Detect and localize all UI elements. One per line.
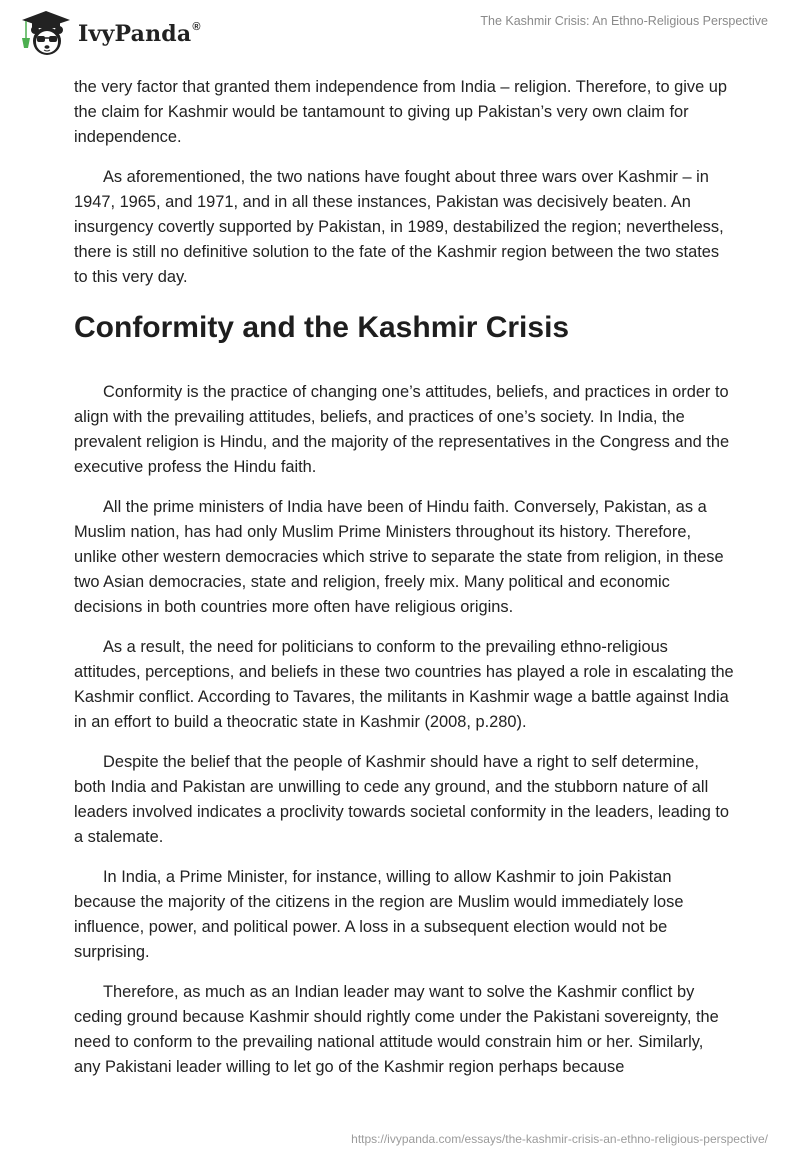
paragraph: the very factor that granted them independence from India – religion. Therefore, to give up the claim for Kashmir would be tantamount to giving up Pakistan’s very own claim for independence. bbox=[74, 78, 727, 146]
brand-name bbox=[78, 21, 201, 47]
essay-content bbox=[74, 75, 734, 1095]
brand-name-text: IvyPanda bbox=[78, 21, 192, 47]
brand-logo[interactable] bbox=[16, 8, 201, 56]
paragraph: All the prime ministers of India have been of Hindu faith. Conversely, Pakistan, as a Muslim nation, has had only Muslim Prime Ministers throughout its history. Therefore, unlike other western democracies which strive to separate the state from religion, in these two Asian democracies, state and religion, freely mix. Many political and economic decisions in both countries more often have religious origins. bbox=[74, 498, 724, 616]
document-title: The Kashmir Crisis: An Ethno-Religious Perspective bbox=[480, 14, 768, 28]
paragraph: As aforementioned, the two nations have fought about three wars over Kashmir – in 1947, 1965, and 1971, and in all these instances, Pakistan was decisively beaten. An insurgency covertly supported by Pakistan, in 1989, destabilized the region; nevertheless, there is still no definitive solution to the fate of the Kashmir region between the two states to this very day. bbox=[74, 168, 724, 286]
registered-mark: ® bbox=[192, 20, 201, 33]
paragraph: Conformity is the practice of changing one’s attitudes, beliefs, and practices in order to align with the prevailing attitudes, beliefs, and practices of one’s society. In India, the prevalent religion is Hindu, and the majority of the representatives in the Congress and the executive profess the Hindu faith. bbox=[74, 383, 730, 476]
paragraph: In India, a Prime Minister, for instance, willing to allow Kashmir to join Pakistan because the majority of the citizens in the region are Muslim would immediately lose influence, power, and political power. A loss in a subsequent election would not be surprising. bbox=[74, 868, 684, 961]
source-url[interactable]: https://ivypanda.com/essays/the-kashmir-crisis-an-ethno-religious-perspective/ bbox=[351, 1132, 768, 1146]
paragraph: Therefore, as much as an Indian leader may want to solve the Kashmir conflict by ceding ground because Kashmir should rightly come under the Pakistani sovereignty, the need to conform to the prevailing national attitude would constrain him or her. Similarly, any Pakistani leader willing to let go of the Kashmir region perhaps because bbox=[74, 983, 719, 1076]
section-heading: Conformity and the Kashmir Crisis bbox=[74, 311, 570, 344]
paragraph: Despite the belief that the people of Kashmir should have a right to self determine, both India and Pakistan are unwilling to cede any ground, and the stubborn nature of all leaders involved indicates a proclivity towards societal conformity in the leaders, leading to a stalemate. bbox=[74, 753, 730, 846]
panda-graduate-icon bbox=[16, 8, 72, 56]
page-header bbox=[0, 0, 800, 62]
paragraph: As a result, the need for politicians to conform to the prevailing ethno-religious attitudes, perceptions, and beliefs in these two countries has played a role in escalating the Kashmir conflict. According to Tavares, the militants in Kashmir wage a battle against India in an effort to build a theocratic state in Kashmir (2008, p.280). bbox=[74, 638, 734, 731]
